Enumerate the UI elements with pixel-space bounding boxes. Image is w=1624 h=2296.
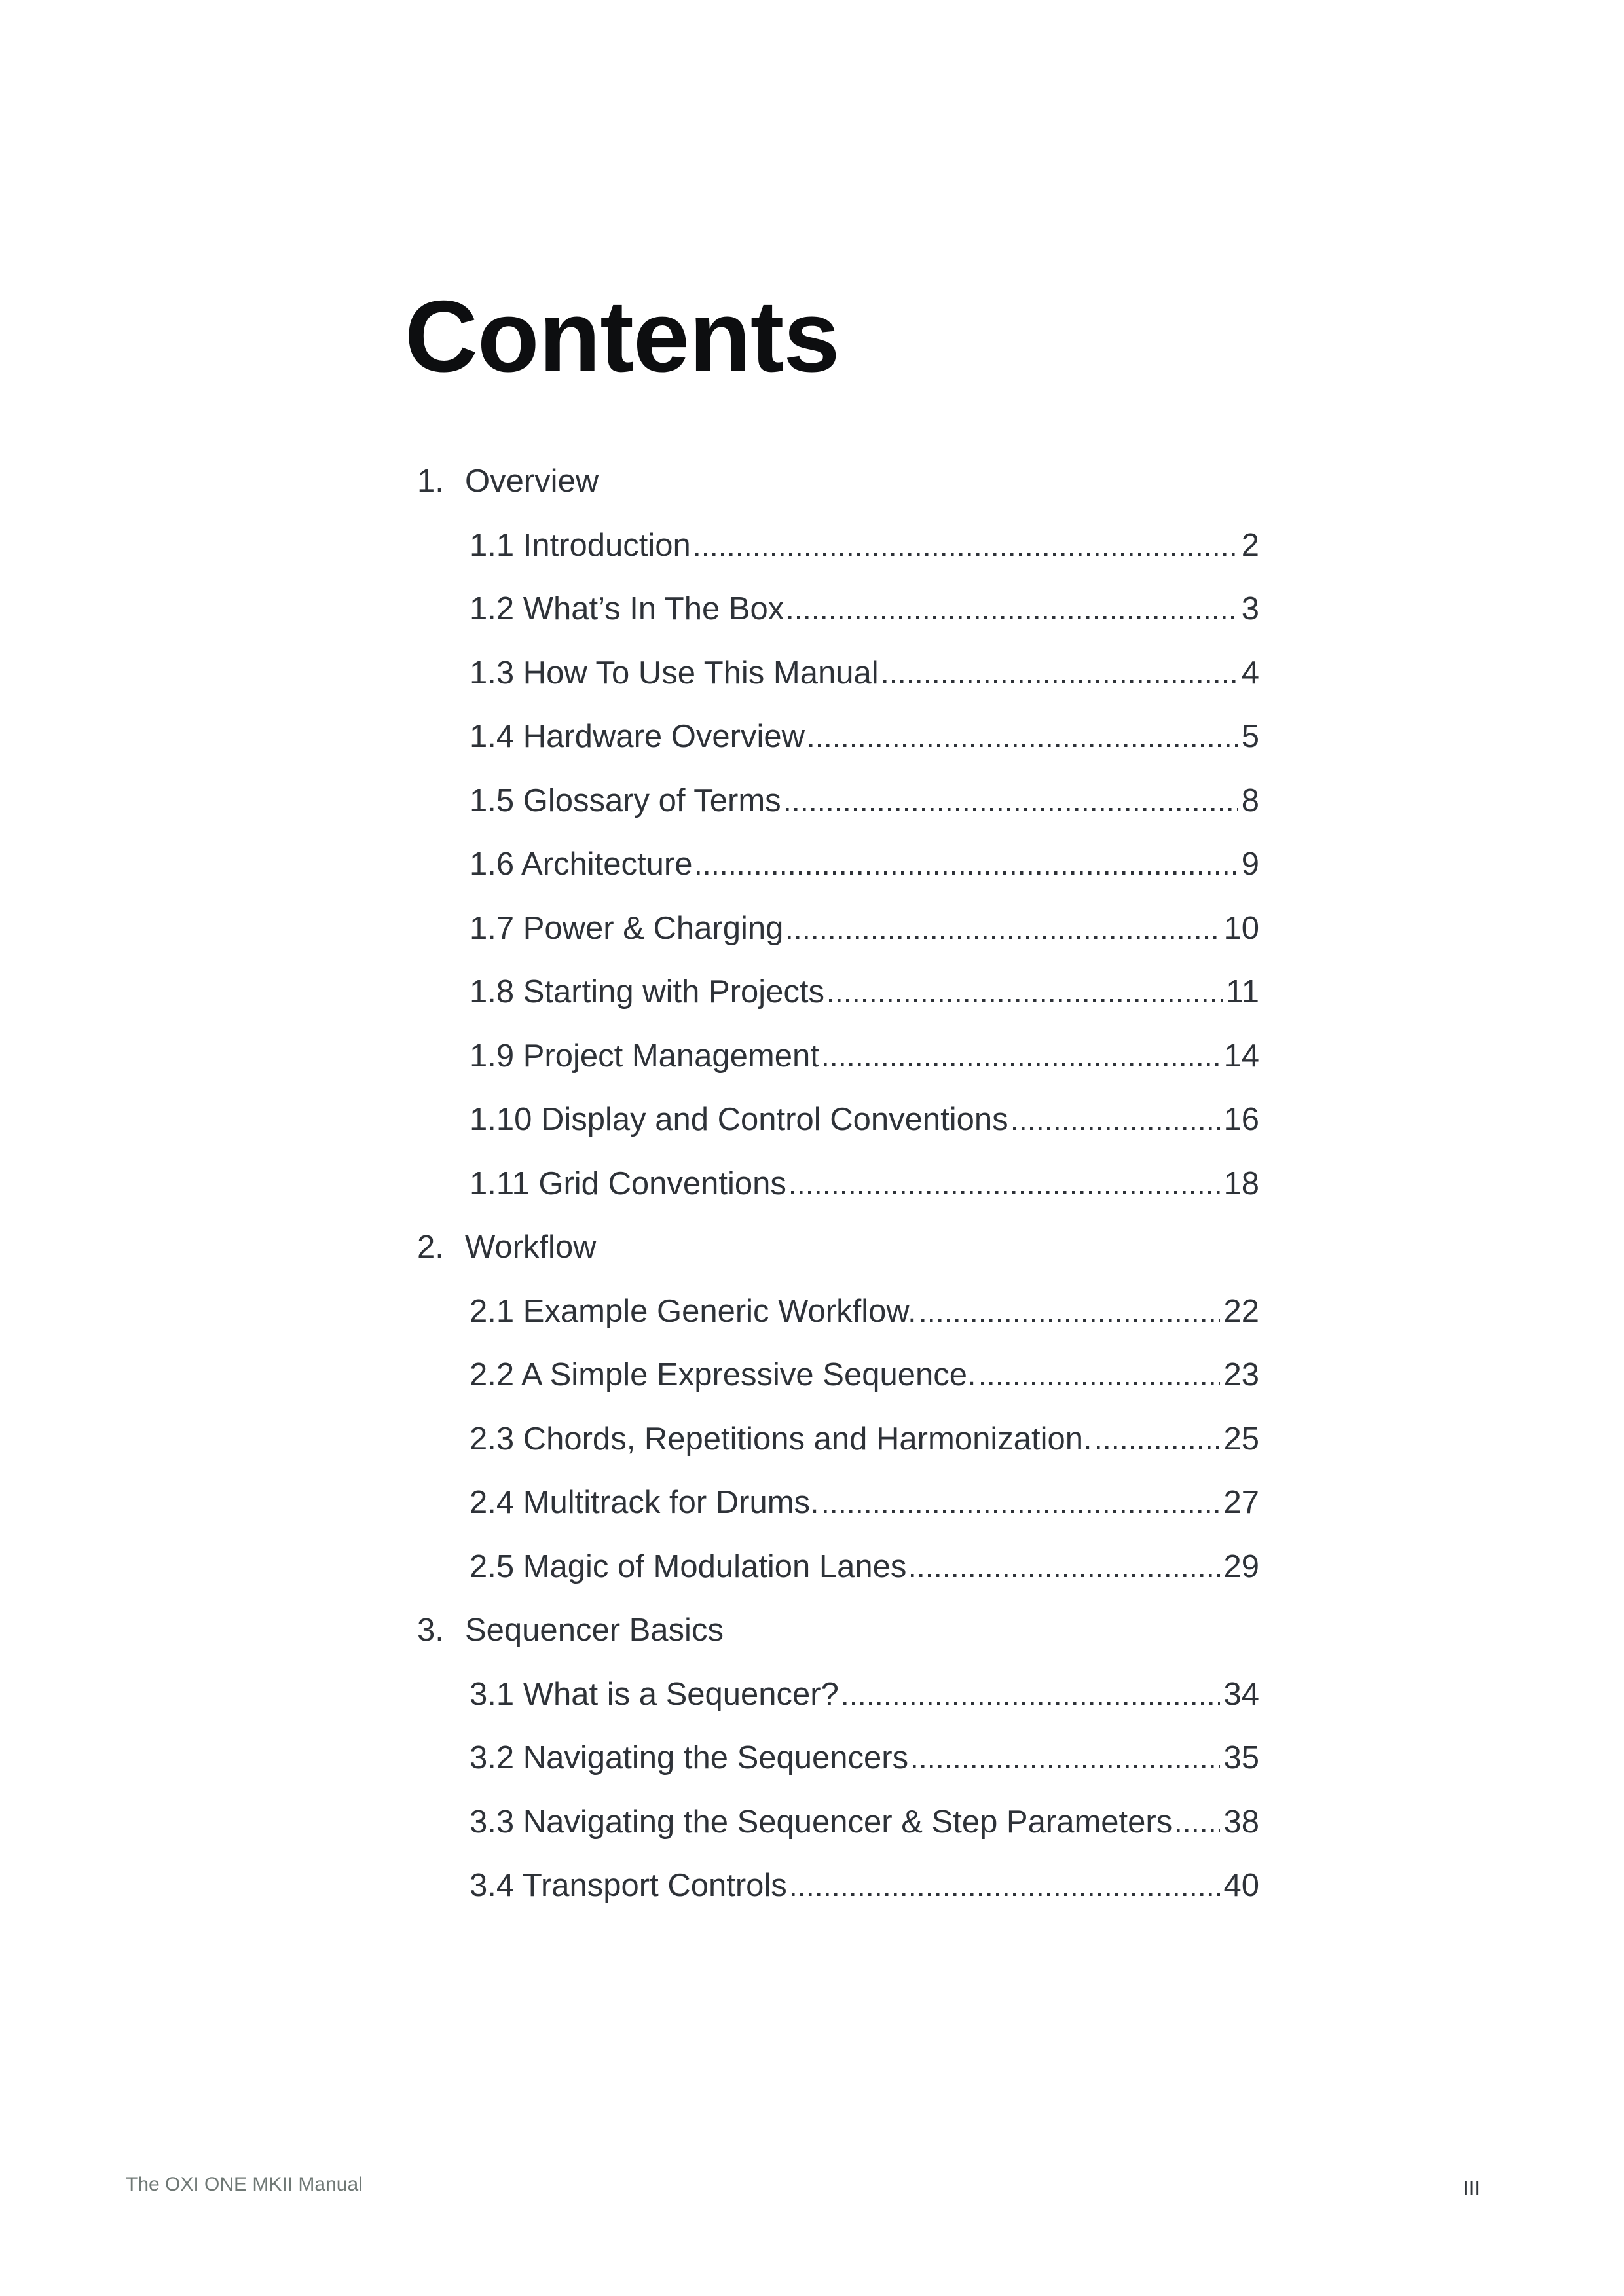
table-of-contents [417, 450, 1259, 1918]
toc-entry-page: 2 [1241, 527, 1259, 563]
toc-entry[interactable] [417, 1535, 1259, 1599]
toc-entry-page: 14 [1223, 1038, 1259, 1074]
toc-section-heading[interactable] [417, 1599, 1259, 1663]
toc-section-number: 3. [417, 1613, 444, 1648]
toc-entry[interactable] [417, 1791, 1259, 1855]
toc-dot-leader [829, 999, 1223, 1002]
toc-entry[interactable] [417, 1343, 1259, 1408]
toc-entry-page: 40 [1223, 1868, 1259, 1903]
toc-entry-page: 23 [1223, 1357, 1259, 1393]
toc-dot-leader [788, 616, 1238, 619]
toc-dot-leader [921, 1319, 1221, 1322]
toc-section-title: Overview [465, 464, 599, 499]
toc-entry-page: 25 [1223, 1421, 1259, 1457]
toc-entry-label: 1.7 Power & Charging [470, 910, 784, 946]
toc-dot-leader [824, 1510, 1221, 1513]
toc-entry-label: 1.1 Introduction [470, 527, 691, 563]
toc-dot-leader [809, 744, 1238, 747]
toc-section-number: 1. [417, 464, 444, 499]
toc-entry-page: 27 [1223, 1485, 1259, 1520]
toc-section-heading[interactable] [417, 1216, 1259, 1280]
toc-entry-label: 1.11 Grid Conventions [470, 1165, 786, 1201]
toc-entry[interactable] [417, 833, 1259, 897]
toc-dot-leader [791, 1191, 1221, 1194]
toc-dot-leader [981, 1382, 1221, 1385]
toc-dot-leader [883, 680, 1238, 683]
toc-entry[interactable] [417, 1025, 1259, 1089]
toc-entry-label: 2.2 A Simple Expressive Sequence. [470, 1357, 976, 1393]
toc-entry-page: 38 [1223, 1804, 1259, 1840]
toc-entry-page: 3 [1241, 591, 1259, 627]
toc-entry-page: 35 [1223, 1740, 1259, 1776]
toc-entry-label: 1.8 Starting with Projects [470, 974, 824, 1010]
footer-document-title: The OXI ONE MKII Manual [126, 2174, 363, 2195]
toc-entry-page: 11 [1226, 974, 1259, 1010]
toc-entry-page: 4 [1241, 655, 1259, 691]
toc-entry-label: 1.10 Display and Control Conventions [470, 1102, 1008, 1137]
page-title: Contents [405, 280, 840, 393]
toc-entry-label: 2.5 Magic of Modulation Lanes [470, 1548, 907, 1584]
toc-dot-leader [843, 1702, 1221, 1705]
toc-entry-page: 29 [1223, 1548, 1259, 1584]
toc-entry[interactable] [417, 960, 1259, 1025]
toc-dot-leader [786, 808, 1238, 811]
toc-entry-page: 34 [1223, 1676, 1259, 1712]
toc-entry-label: 2.3 Chords, Repetitions and Harmonization. [470, 1421, 1092, 1457]
toc-dot-leader [911, 1574, 1220, 1577]
toc-dot-leader [697, 871, 1238, 875]
toc-entry[interactable] [417, 1088, 1259, 1152]
toc-entry-label: 3.2 Navigating the Sequencers [470, 1740, 909, 1776]
toc-entry[interactable] [417, 769, 1259, 833]
toc-dot-leader [1177, 1829, 1220, 1832]
toc-entry-page: 22 [1223, 1293, 1259, 1329]
footer-page-number: III [1463, 2176, 1480, 2199]
toc-entry-label: 1.5 Glossary of Terms [470, 782, 781, 818]
toc-entry-label: 1.6 Architecture [470, 847, 693, 882]
toc-entry-page: 16 [1223, 1102, 1259, 1137]
toc-entry-page: 5 [1241, 719, 1259, 754]
toc-entry-label: 1.4 Hardware Overview [470, 719, 805, 754]
toc-entry-label: 1.2 What’s In The Box [470, 591, 784, 627]
toc-dot-leader [1097, 1446, 1221, 1449]
toc-entry[interactable] [417, 514, 1259, 578]
toc-section-number: 2. [417, 1230, 444, 1265]
toc-entry-label: 3.3 Navigating the Sequencer & Step Parameters [470, 1804, 1173, 1840]
toc-dot-leader [1013, 1127, 1221, 1130]
toc-entry[interactable] [417, 1152, 1259, 1216]
toc-entry[interactable] [417, 1726, 1259, 1791]
toc-entry-label: 1.9 Project Management [470, 1038, 819, 1074]
toc-entry-page: 18 [1223, 1165, 1259, 1201]
toc-section-title: Workflow [465, 1230, 597, 1265]
toc-dot-leader [913, 1765, 1220, 1768]
toc-entry-label: 1.3 How To Use This Manual [470, 655, 879, 691]
toc-entry[interactable] [417, 1854, 1259, 1918]
toc-entry-label: 2.1 Example Generic Workflow. [470, 1293, 917, 1329]
toc-entry[interactable] [417, 1663, 1259, 1727]
toc-entry[interactable] [417, 1280, 1259, 1344]
toc-entry-label: 3.4 Transport Controls [470, 1868, 787, 1903]
toc-entry-page: 8 [1241, 782, 1259, 818]
toc-entry-page: 9 [1241, 847, 1259, 882]
toc-entry[interactable] [417, 897, 1259, 961]
toc-entry[interactable] [417, 705, 1259, 769]
toc-entry-label: 2.4 Multitrack for Drums. [470, 1485, 819, 1520]
toc-entry[interactable] [417, 1408, 1259, 1472]
toc-entry-label: 3.1 What is a Sequencer? [470, 1676, 839, 1712]
toc-dot-leader [695, 553, 1238, 556]
toc-section-title: Sequencer Basics [465, 1613, 724, 1648]
toc-dot-leader [824, 1063, 1221, 1066]
toc-dot-leader [788, 936, 1220, 939]
toc-entry-page: 10 [1223, 910, 1259, 946]
toc-entry[interactable] [417, 1471, 1259, 1535]
toc-section-heading[interactable] [417, 450, 1259, 514]
toc-entry[interactable] [417, 577, 1259, 642]
toc-entry[interactable] [417, 642, 1259, 706]
toc-dot-leader [792, 1893, 1221, 1896]
